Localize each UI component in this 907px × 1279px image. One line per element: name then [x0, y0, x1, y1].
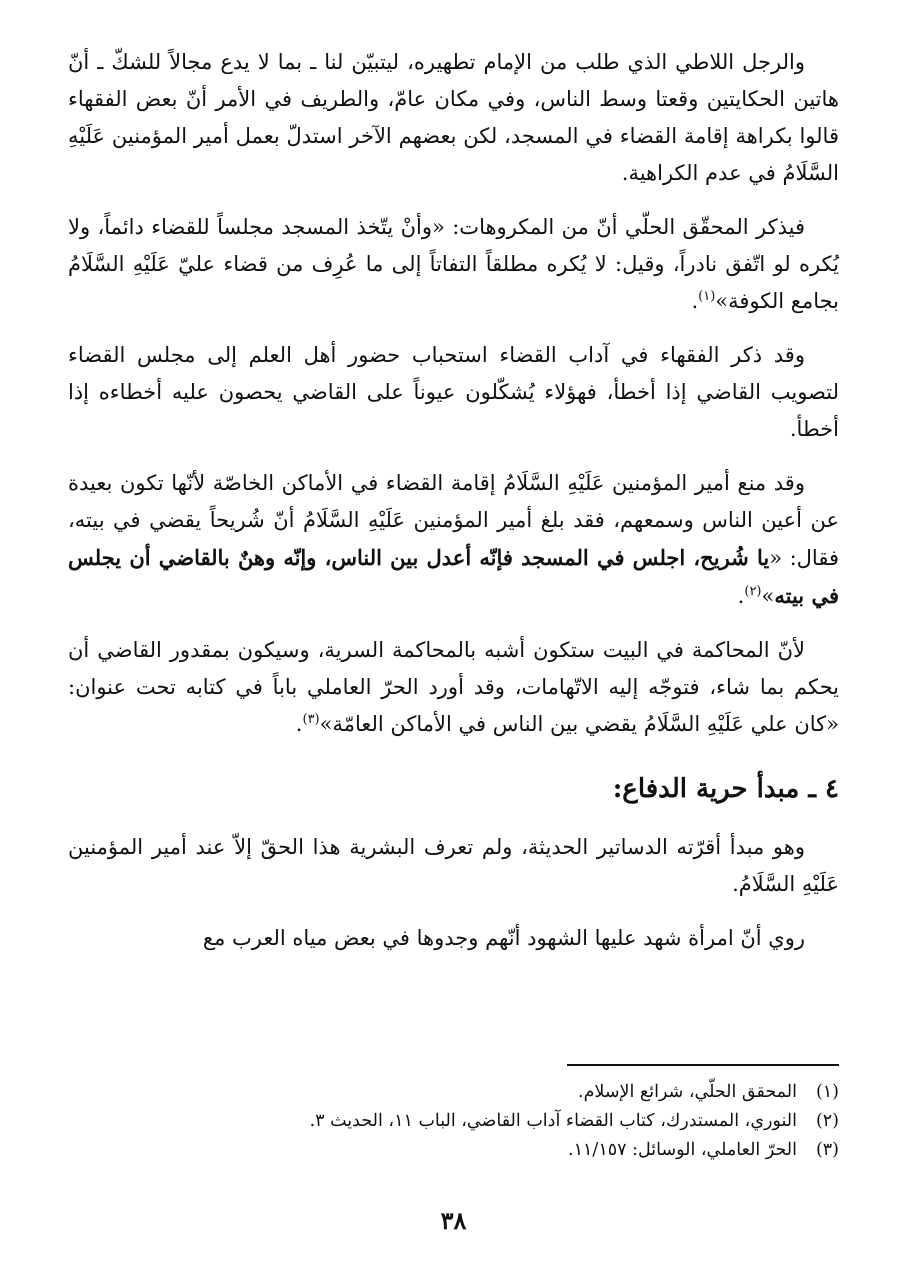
section-heading: ٤ ـ مبدأ حرية الدفاع: — [612, 774, 839, 804]
footnote-text: النوري، المستدرك، كتاب القضاء آداب القاضي، الباب ١١، الحديث ٣. — [309, 1111, 797, 1131]
footnote-3 — [68, 1136, 839, 1165]
footnote-text: الحرّ العاملي، الوسائل: ١١/١٥٧. — [568, 1140, 797, 1160]
footnote-ref-2: (٢) — [744, 584, 762, 599]
footnote-text: المحقق الحلّي، شرائع الإسلام. — [578, 1082, 797, 1102]
footnote-ref-3: (٣) — [302, 712, 320, 727]
page-number: ٣٨ — [440, 1206, 467, 1235]
footnote-number: (٢) — [815, 1111, 839, 1131]
footnote-ref-1: (١) — [698, 289, 716, 304]
footnote-divider — [567, 1064, 839, 1066]
body-text — [68, 44, 839, 974]
footnote-number: (١) — [815, 1082, 839, 1102]
paragraph-7: روي أنّ امرأة شهد عليها الشهود أنّهم وجدوها في بعض مياه العرب مع — [202, 926, 805, 950]
quote-bold: يا شُريح، اجلس في المسجد فإنّه أعدل بين الناس، وإنّه وهنٌ بالقاضي أن يجلس في بيته — [68, 545, 839, 608]
footnote-number: (٣) — [815, 1140, 839, 1160]
footnotes — [68, 1078, 839, 1165]
footnote-1 — [68, 1078, 839, 1107]
footnote-2 — [68, 1107, 839, 1136]
paragraph-3: وقد ذكر الفقهاء في آداب القضاء استحباب حضور أهل العلم إلى مجلس القضاء لتصويب القاضي إذا أخطأ، فهؤلاء يُشكّلون عيوناً على القاضي يحصون عليه أخطاءه إذا أخطأ. — [68, 343, 839, 441]
paragraph-2: فيذكر المحقّق الحلّي أنّ من المكروهات: «وأنْ يتّخذ المسجد مجلساً للقضاء دائماً، ولا يُكره لو اتّفق نادراً، وقيل: لا يُكره مطلقاً التفاتاً إلى ما عُرِف من قضاء عليّ عَلَيْهِ السَّلَامُ بجامع الكوفة»$^{(١)}$. — [68, 215, 839, 313]
paragraph-4: وقد منع أمير المؤمنين عَلَيْهِ السَّلَامُ إقامة القضاء في الأماكن الخاصّة لأنّها تكون بعيدة عن أعين الناس وسمعهم، فقد بلغ أمير المؤمنين عَلَيْهِ السَّلَامُ أنّ شُريحاً يقضي في بيته، فقال: «يا شُريح، اجلس في المسجد فإنّه أعدل بين الناس، وإنّه وهنٌ بالقاضي أن يجلس في بيته»$^{(٢)}$. — [68, 471, 839, 608]
paragraph-6: وهو مبدأ أقرّته الدساتير الحديثة، ولم تعرف البشرية هذا الحقّ إلاّ عند أمير المؤمنين عَلَيْهِ السَّلَامُ. — [68, 835, 839, 896]
paragraph-5: لأنّ المحاكمة في البيت ستكون أشبه بالمحاكمة السرية، وسيكون بمقدور القاضي أن يحكم بما شاء، فتوجّه إليه الاتّهامات، وقد أورد الحرّ العاملي باباً في كتابه تحت عنوان: «كان علي عَلَيْهِ السَّلَامُ يقضي بين الناس في الأماكن العامّة»$^{(٣)}$. — [68, 638, 839, 736]
paragraph-1: والرجل اللاطي الذي طلب من الإمام تطهيره، ليتبيّن لنا ـ بما لا يدع مجالاً للشكّ ـ أنّ هاتين الحكايتين وقعتا وسط الناس، وفي مكان عامّ، والطريف في الأمر أنّ بعض الفقهاء قالوا بكراهة إقامة القضاء في المسجد، لكن بعضهم الآخر استدلّ بعمل أمير المؤمنين عَلَيْهِ السَّلَامُ في عدم الكراهية. — [68, 50, 839, 185]
